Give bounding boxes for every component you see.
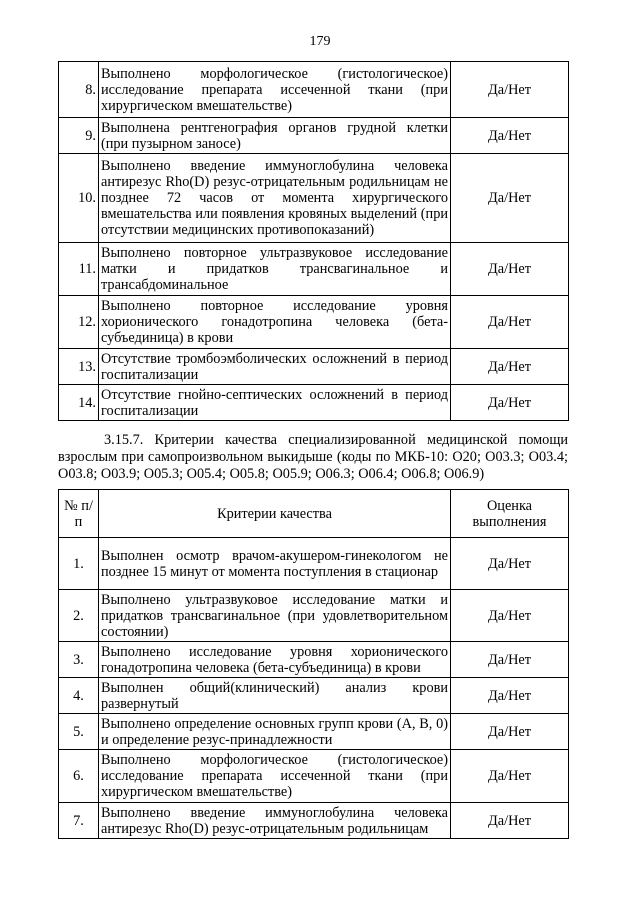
criterion-text: Выполнена рентгенография органов грудной клетки (при пузырном заносе) [99, 118, 451, 154]
row-number: 10. [59, 154, 99, 243]
evaluation-answer: Да/Нет [451, 750, 569, 803]
criterion-text: Выполнен общий(клинический) анализ крови развернутый [99, 678, 451, 714]
table-row [59, 296, 569, 349]
row-number: 2. [59, 590, 99, 642]
criterion-text: Отсутствие гнойно-септических осложнений в период госпитализации [99, 385, 451, 421]
table-row [59, 62, 569, 118]
criterion-text: Выполнено повторное ультразвуковое исследование матки и придатков трансвагинальное и трансабдоминальное [99, 243, 451, 296]
criterion-text: Выполнено морфологическое (гистологическое) исследование препарата иссеченной ткани (при хирургическом вмешательстве) [99, 62, 451, 118]
criterion-text: Выполнено ультразвуковое исследование матки и придатков трансвагинальное (при удовлетворительном состоянии) [99, 590, 451, 642]
table-row [59, 349, 569, 385]
evaluation-answer: Да/Нет [451, 678, 569, 714]
evaluation-answer: Да/Нет [451, 243, 569, 296]
table-row [59, 642, 569, 678]
evaluation-answer: Да/Нет [451, 62, 569, 118]
evaluation-answer: Да/Нет [451, 385, 569, 421]
table-row [59, 243, 569, 296]
criteria-table [58, 489, 569, 839]
table-row [59, 678, 569, 714]
page-number: 179 [309, 34, 331, 49]
criterion-text: Выполнено введение иммуноглобулина человека антирезус Rho(D) резус-отрицательным родильницам не позднее 72 часов от момента хирургического вмешательства или появления кровяных выделений (при отсутствии медицинских противопоказаний) [99, 154, 451, 243]
row-number: 4. [59, 678, 99, 714]
row-number: 7. [59, 803, 99, 839]
table-row [59, 385, 569, 421]
row-number: 14. [59, 385, 99, 421]
evaluation-answer: Да/Нет [451, 803, 569, 839]
table-header-row [59, 490, 569, 538]
criteria-table-continued [58, 61, 569, 421]
table-row [59, 803, 569, 839]
evaluation-answer: Да/Нет [451, 118, 569, 154]
row-number: 8. [59, 62, 99, 118]
criterion-text: Выполнено определение основных групп крови (А, В, 0) и определение резус-принадлежности [99, 714, 451, 750]
evaluation-answer: Да/Нет [451, 538, 569, 590]
evaluation-answer: Да/Нет [451, 590, 569, 642]
criterion-text: Отсутствие тромбоэмболических осложнений в период госпитализации [99, 349, 451, 385]
section-heading [58, 432, 568, 483]
criterion-text: Выполнено повторное исследование уровня хорионического гонадотропина человека (бета-субъединица) в крови [99, 296, 451, 349]
row-number: 1. [59, 538, 99, 590]
evaluation-answer: Да/Нет [451, 349, 569, 385]
criterion-text: Выполнено морфологическое (гистологическое) исследование препарата иссеченной ткани (при хирургическом вмешательстве) [99, 750, 451, 803]
table-row [59, 590, 569, 642]
row-number: 3. [59, 642, 99, 678]
table-row [59, 714, 569, 750]
criterion-text: Выполнено исследование уровня хорионического гонадотропина человека (бета-субъединица) в крови [99, 642, 451, 678]
evaluation-answer: Да/Нет [451, 714, 569, 750]
column-header-criteria: Критерии качества [99, 490, 451, 538]
column-header-evaluation: Оценка выполнения [451, 490, 569, 538]
evaluation-answer: Да/Нет [451, 642, 569, 678]
criterion-text: Выполнено введение иммуноглобулина человека антирезус Rho(D) резус-отрицательным родильницам [99, 803, 451, 839]
row-number: 9. [59, 118, 99, 154]
evaluation-answer: Да/Нет [451, 154, 569, 243]
table-row [59, 538, 569, 590]
row-number: 12. [59, 296, 99, 349]
row-number: 13. [59, 349, 99, 385]
criterion-text: Выполнен осмотр врачом-акушером-гинекологом не позднее 15 минут от момента поступления в стационар [99, 538, 451, 590]
evaluation-answer: Да/Нет [451, 296, 569, 349]
column-header-number: № п/п [59, 490, 99, 538]
table-row [59, 154, 569, 243]
table-row [59, 750, 569, 803]
row-number: 6. [59, 750, 99, 803]
table-row [59, 118, 569, 154]
section-heading-text: 3.15.7. Критерии качества специализированной медицинской помощи взрослым при самопроизвольном выкидыше (коды по МКБ-10: O20; O03.3; O03.4; O03.8; O03.9; O05.3; O05.4; O05.8; O05.9; O06.3; O06.4; O06.8; O06.9) [58, 432, 568, 482]
row-number: 5. [59, 714, 99, 750]
row-number: 11. [59, 243, 99, 296]
